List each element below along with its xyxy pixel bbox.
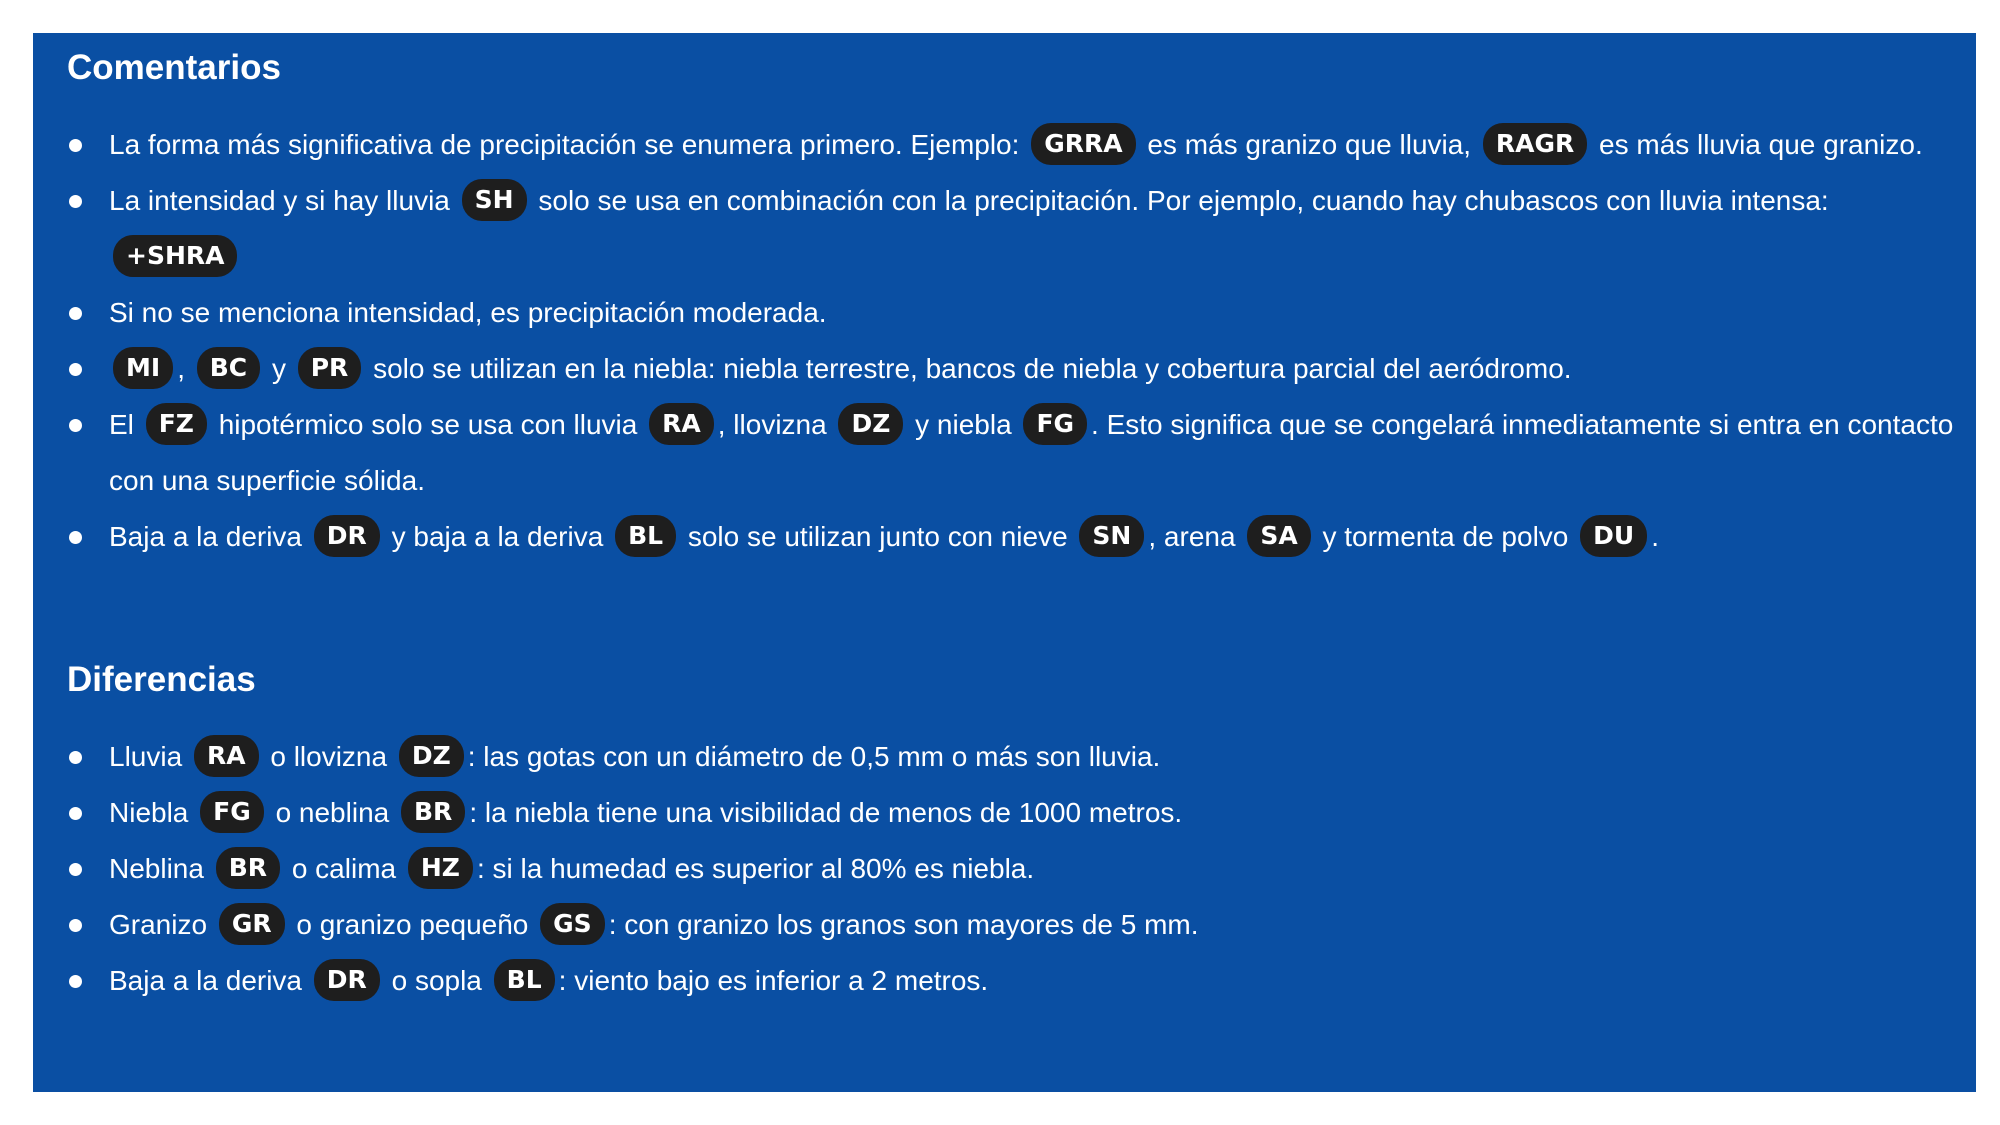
list-item xyxy=(67,729,1956,785)
code-badge: SH xyxy=(462,179,527,221)
item-text: Baja a la deriva xyxy=(109,521,303,552)
item-text: , xyxy=(177,353,185,384)
code-badge: SA xyxy=(1247,515,1310,557)
code-badge: BL xyxy=(615,515,676,557)
item-text: solo se utilizan en la niebla: niebla terrestre, bancos de niebla y cobertura parcial del aeródromo. xyxy=(373,353,1572,384)
item-text: hipotérmico solo se usa con lluvia xyxy=(218,409,638,440)
item-text: El xyxy=(109,409,134,440)
diferencias-list xyxy=(67,729,1956,1009)
code-badge: DZ xyxy=(838,403,903,445)
item-text: es más lluvia que granizo. xyxy=(1599,129,1923,160)
item-text: Baja a la deriva xyxy=(109,965,303,996)
list-item xyxy=(67,397,1956,509)
code-badge: DZ xyxy=(399,735,464,777)
item-text: solo se utilizan junto con nieve xyxy=(687,521,1068,552)
code-badge: BR xyxy=(216,847,280,889)
code-badge: DR xyxy=(314,515,380,557)
comentarios-list xyxy=(67,117,1956,565)
comentarios-heading: Comentarios xyxy=(67,48,281,87)
item-text: y xyxy=(271,353,286,384)
item-text: o sopla xyxy=(391,965,482,996)
code-badge: RAGR xyxy=(1483,123,1587,165)
code-badge: RA xyxy=(649,403,714,445)
code-badge: MI xyxy=(113,347,173,389)
item-text: : si la humedad es superior al 80% es niebla. xyxy=(476,853,1035,884)
code-badge: BR xyxy=(401,791,465,833)
item-text: o calima xyxy=(291,853,397,884)
item-text: y baja a la deriva xyxy=(391,521,604,552)
item-text: : las gotas con un diámetro de 0,5 mm o más son lluvia. xyxy=(467,741,1161,772)
code-badge: DR xyxy=(314,959,380,1001)
item-text: : la niebla tiene una visibilidad de menos de 1000 metros. xyxy=(469,797,1183,828)
content-panel xyxy=(33,33,1976,1092)
item-text: Neblina xyxy=(109,853,204,884)
list-item xyxy=(67,509,1956,565)
item-text: . Esto significa que se congelará inmediatamente si entra en contacto con una superficie sólida. xyxy=(109,409,1954,496)
code-badge: GRRA xyxy=(1031,123,1135,165)
code-badge: FG xyxy=(200,791,264,833)
item-text: , arena xyxy=(1148,521,1236,552)
list-item xyxy=(67,953,1956,1009)
list-item xyxy=(67,117,1956,173)
code-badge: GR xyxy=(219,903,285,945)
code-badge: RA xyxy=(194,735,259,777)
code-badge: FG xyxy=(1023,403,1087,445)
item-text: o neblina xyxy=(275,797,390,828)
item-text: : con granizo los granos son mayores de 5 mm. xyxy=(608,909,1199,940)
item-text: o llovizna xyxy=(270,741,388,772)
list-item xyxy=(67,841,1956,897)
list-item xyxy=(67,173,1956,285)
item-text: , llovizna xyxy=(717,409,827,440)
item-text: : viento bajo es inferior a 2 metros. xyxy=(558,965,989,996)
item-text: y tormenta de polvo xyxy=(1322,521,1569,552)
code-badge: +SHRA xyxy=(113,235,237,277)
item-text: Si no se menciona intensidad, es precipitación moderada. xyxy=(109,297,827,328)
code-badge: PR xyxy=(298,347,362,389)
list-item xyxy=(67,341,1956,397)
code-badge: DU xyxy=(1580,515,1647,557)
code-badge: SN xyxy=(1079,515,1144,557)
item-text: La intensidad y si hay lluvia xyxy=(109,185,450,216)
item-text: Lluvia xyxy=(109,741,183,772)
item-text: o granizo pequeño xyxy=(296,909,529,940)
code-badge: HZ xyxy=(408,847,473,889)
item-text: solo se usa en combinación con la precipitación. Por ejemplo, cuando hay chubascos con lluvia intensa: xyxy=(538,185,1829,216)
code-badge: GS xyxy=(540,903,605,945)
item-text: es más granizo que lluvia, xyxy=(1147,129,1472,160)
list-item xyxy=(67,785,1956,841)
item-text: y niebla xyxy=(915,409,1012,440)
list-item xyxy=(67,897,1956,953)
item-text: Granizo xyxy=(109,909,208,940)
item-text: La forma más significativa de precipitación se enumera primero. Ejemplo: xyxy=(109,129,1020,160)
item-text: Niebla xyxy=(109,797,189,828)
code-badge: BL xyxy=(494,959,555,1001)
item-text: . xyxy=(1651,521,1659,552)
code-badge: FZ xyxy=(146,403,207,445)
code-badge: BC xyxy=(197,347,260,389)
list-item xyxy=(67,285,1956,341)
diferencias-heading: Diferencias xyxy=(67,660,256,699)
